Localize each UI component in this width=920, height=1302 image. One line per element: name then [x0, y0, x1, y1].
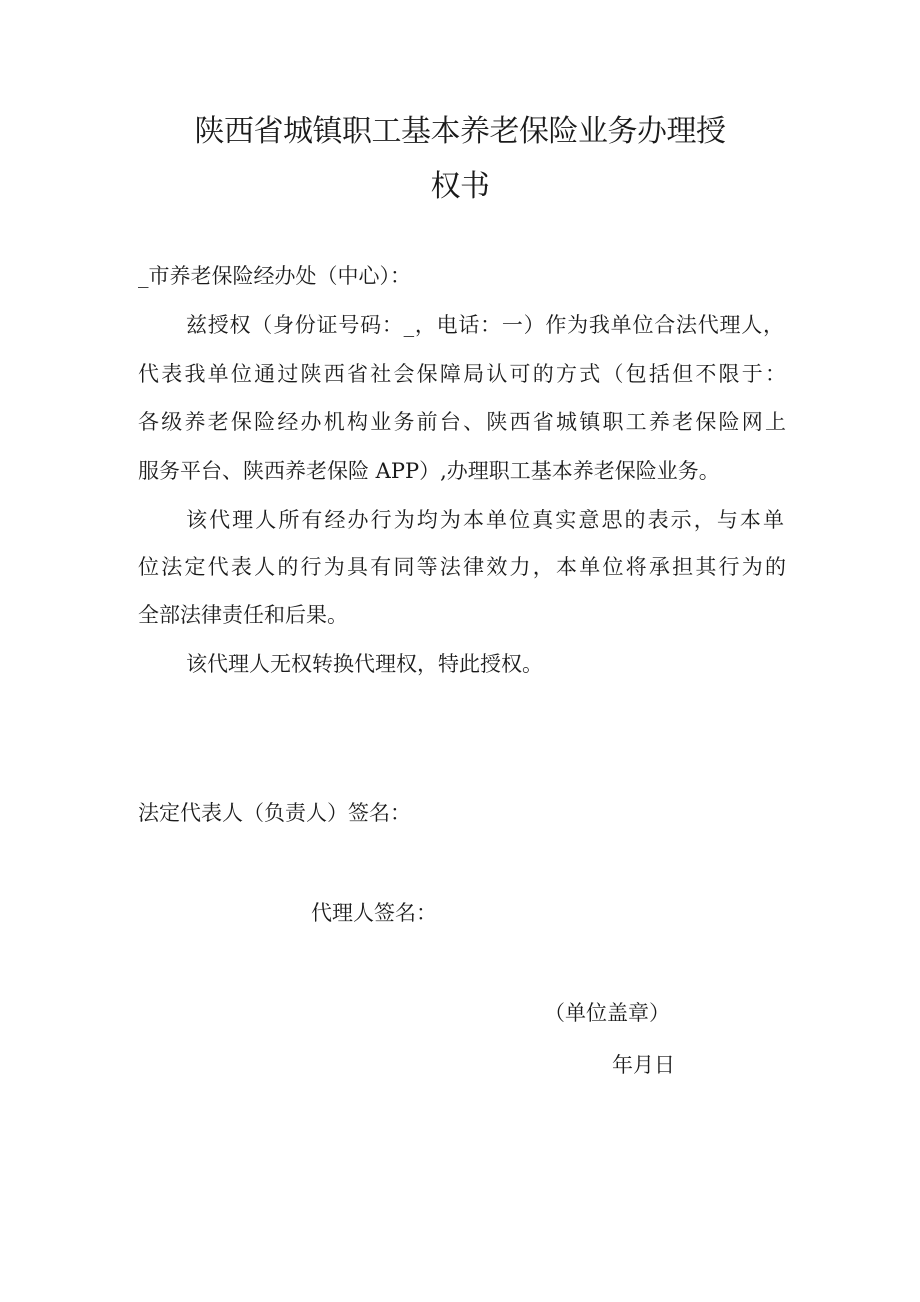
- paragraph-2-line-2: 位法定代表人的行为具有同等法律效力，本单位将承担其行为的: [138, 555, 786, 579]
- paragraph-1-line-3: 各级养老保险经办机构业务前台、陕西省城镇职工养老保险网上: [138, 410, 786, 434]
- paragraph-2-line-3: 全部法律责任和后果。: [138, 603, 348, 627]
- legal-representative-signature-label: 法定代表人（负责人）签名：: [138, 801, 411, 825]
- document-title-line-1: 陕西省城镇职工基本养老保险业务办理授: [194, 114, 726, 149]
- unit-seal-label: （单位盖章）: [544, 1001, 670, 1025]
- paragraph-1-line-2: 代表我单位通过陕西省社会保障局认可的方式（包括但不限于：: [138, 362, 786, 386]
- paragraph-2-line-1: 该代理人所有经办行为均为本单位真实意思的表示，与本单: [186, 508, 784, 532]
- agent-signature-label: 代理人签名：: [311, 901, 437, 925]
- paragraph-1-line-4: 服务平台、陕西养老保险 APP）,办理职工基本养老保险业务。: [138, 459, 720, 483]
- paragraph-3: 该代理人无权转换代理权，特此授权。: [186, 652, 543, 676]
- addressee: _市养老保险经办处（中心）：: [138, 264, 411, 288]
- date-label: 年月日: [612, 1053, 675, 1077]
- document-title-line-2: 权书: [430, 169, 490, 204]
- paragraph-1-line-1: 兹授权（身份证号码：_，电话：一）作为我单位合法代理人，: [186, 313, 784, 337]
